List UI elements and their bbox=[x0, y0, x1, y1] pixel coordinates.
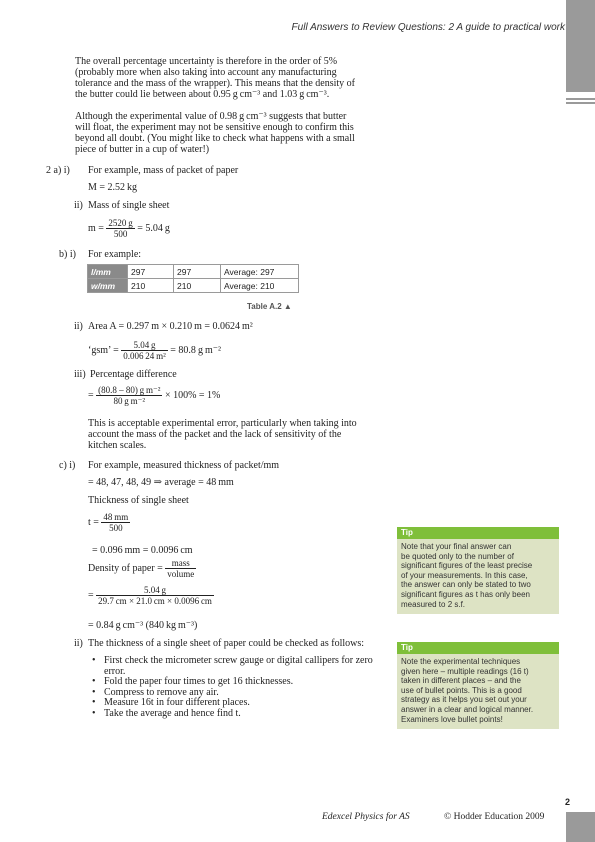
fraction: $\frac{5.04 g}{\text{0.006 24 m²}}$ bbox=[123, 340, 166, 362]
tip-heading: Tip bbox=[397, 642, 559, 654]
running-header: Full Answers to Review Questions: 2 A guide to practical work bbox=[291, 22, 565, 33]
answer-value: M = 2.52 kg bbox=[88, 182, 138, 193]
sidebar-footer-tab bbox=[566, 812, 595, 842]
tip-box bbox=[397, 642, 559, 729]
sub-label: ii) bbox=[74, 200, 83, 211]
sub-label: ii) bbox=[74, 321, 83, 332]
table-cell: Average: 210 bbox=[221, 279, 299, 293]
question-label: b) i) bbox=[59, 249, 76, 260]
table-row bbox=[88, 279, 299, 293]
sidebar-rule bbox=[566, 98, 595, 100]
answer-text: For example: bbox=[88, 249, 142, 260]
table-cell: 210 bbox=[128, 279, 174, 293]
tip-heading: Tip bbox=[397, 527, 559, 539]
answer-text: Area A = 0.297 m × 0.210 m = 0.0624 m² bbox=[88, 321, 253, 332]
note-line: kitchen scales. bbox=[88, 440, 147, 451]
copyright: © Hodder Education 2009 bbox=[444, 812, 545, 822]
table-caption: Table A.2 ▲ bbox=[247, 302, 292, 311]
measurement-table bbox=[87, 264, 299, 293]
fraction: $\frac{\text{mass}}{\text{volume}}$ bbox=[167, 558, 195, 580]
tip-body: Note the experimental techniques given here – multiple readings (16 t) taken in different places – and the use of bullet points. This is a good strategy as it helps you set out your answer in a clear and logical manner. Examiners love bullet points! bbox=[401, 657, 534, 724]
fraction: $\frac{\text{(80.8 – 80) g m⁻²}}{\text{80 g m⁻²}}$ bbox=[98, 385, 161, 407]
intro-line: will float, the experiment may not be sensitive enough to confirm this bbox=[75, 122, 354, 133]
answer-value: = 0.84 g cm⁻³ (840 kg m⁻³) bbox=[88, 620, 198, 631]
fraction: $\frac{5.04 g}{29.7 cm \times 21.0 cm \times 0.0096 cm}$ bbox=[98, 585, 212, 607]
answer-text: Thickness of single sheet bbox=[88, 495, 189, 506]
sub-label: iii) bbox=[74, 369, 86, 380]
note-line: account the mass of the packet and the lack of sensitivity of the bbox=[88, 429, 342, 440]
intro-line: piece of butter in a cup of water!) bbox=[75, 144, 210, 155]
answer-text: Percentage difference bbox=[90, 369, 177, 380]
intro-line: the butter could lie between about 0.95 g cm⁻³ and 1.03 g cm⁻³. bbox=[75, 89, 330, 100]
bullet-list bbox=[92, 656, 392, 719]
sidebar-tab bbox=[566, 0, 595, 92]
tip-body: Note that your final answer can be quoted only to the number of significant figures of the least precise of your measurements. In this case, the answer can only be stated to two significant figures as t has only been measured to 2 s.f. bbox=[401, 542, 533, 609]
list-item: • Take the average and hence find t. bbox=[92, 709, 392, 720]
list-item: • Compress to remove any air. bbox=[92, 688, 392, 699]
list-item: • Fold the paper four times to get 16 thicknesses. bbox=[92, 677, 392, 688]
tip-box bbox=[397, 527, 559, 614]
answer-text: For example, measured thickness of packet/mm bbox=[88, 460, 280, 471]
book-title: Edexcel Physics for AS bbox=[322, 812, 410, 822]
fraction: $\frac{48 mm}{500}$ bbox=[103, 512, 129, 534]
table-cell: Average: 297 bbox=[221, 265, 299, 279]
question-label: c) i) bbox=[59, 460, 76, 471]
question-label: 2 a) i) bbox=[46, 165, 70, 176]
equation-density-calc: = $\frac{5.04 g}{29.7 cm \times 21.0 cm \times 0.0096 cm}$ bbox=[88, 585, 212, 607]
equation-gsm: ‘gsm’ = $\frac{5.04 g}{\text{0.006 24 m²}}$ = 80.8 g m⁻² bbox=[88, 340, 221, 362]
list-item: • First check the micrometer screw gauge or digital callipers for zero error. bbox=[92, 656, 392, 677]
page-edge-sidebar bbox=[566, 0, 595, 842]
table-cell: 297 bbox=[128, 265, 174, 279]
intro-line: beyond all doubt. (You might like to check what happens with a small bbox=[75, 133, 355, 144]
answer-text: The thickness of a single sheet of paper could be checked as follows: bbox=[88, 638, 365, 649]
answer-value: = 48, 47, 48, 49 ⇒ average = 48 mm bbox=[88, 477, 234, 488]
equation-percentage: = $\frac{\text{(80.8 – 80) g m⁻²}}{\text{80 g m⁻²}}$ × 100% = 1% bbox=[88, 385, 221, 407]
table-cell: 297 bbox=[174, 265, 221, 279]
table-header-cell: w/mm bbox=[88, 279, 128, 293]
answer-value: = 0.096 mm = 0.0096 cm bbox=[92, 545, 193, 556]
page-number: 2 bbox=[565, 797, 571, 807]
intro-line: Although the experimental value of 0.98 g cm⁻³ suggests that butter bbox=[75, 111, 347, 122]
note-line: This is acceptable experimental error, particularly when taking into bbox=[88, 418, 357, 429]
sub-label: ii) bbox=[74, 638, 83, 649]
answer-text: Mass of single sheet bbox=[88, 200, 170, 211]
table-cell: 210 bbox=[174, 279, 221, 293]
equation-mass: m = $\frac{2520 g}{500}$ = 5.04 g bbox=[88, 218, 170, 240]
answer-text: For example, mass of packet of paper bbox=[88, 165, 239, 176]
sidebar-rule bbox=[566, 102, 595, 104]
fraction: $\frac{2520 g}{500}$ bbox=[108, 218, 133, 240]
table-header-cell: l/mm bbox=[88, 265, 128, 279]
list-item: • Measure 16t in four different places. bbox=[92, 698, 392, 709]
intro-line: tolerance and the mass of the wrapper). This means that the density of bbox=[75, 78, 356, 89]
table-row bbox=[88, 265, 299, 279]
equation-thickness: t = $\frac{48 mm}{500}$ bbox=[88, 512, 129, 534]
intro-line: (probably more when also taking into account any manufacturing bbox=[75, 67, 337, 78]
intro-line: The overall percentage uncertainty is therefore in the order of 5% bbox=[75, 56, 338, 67]
equation-density: Density of paper = $\frac{\text{mass}}{\text{volume}}$ bbox=[88, 558, 195, 580]
